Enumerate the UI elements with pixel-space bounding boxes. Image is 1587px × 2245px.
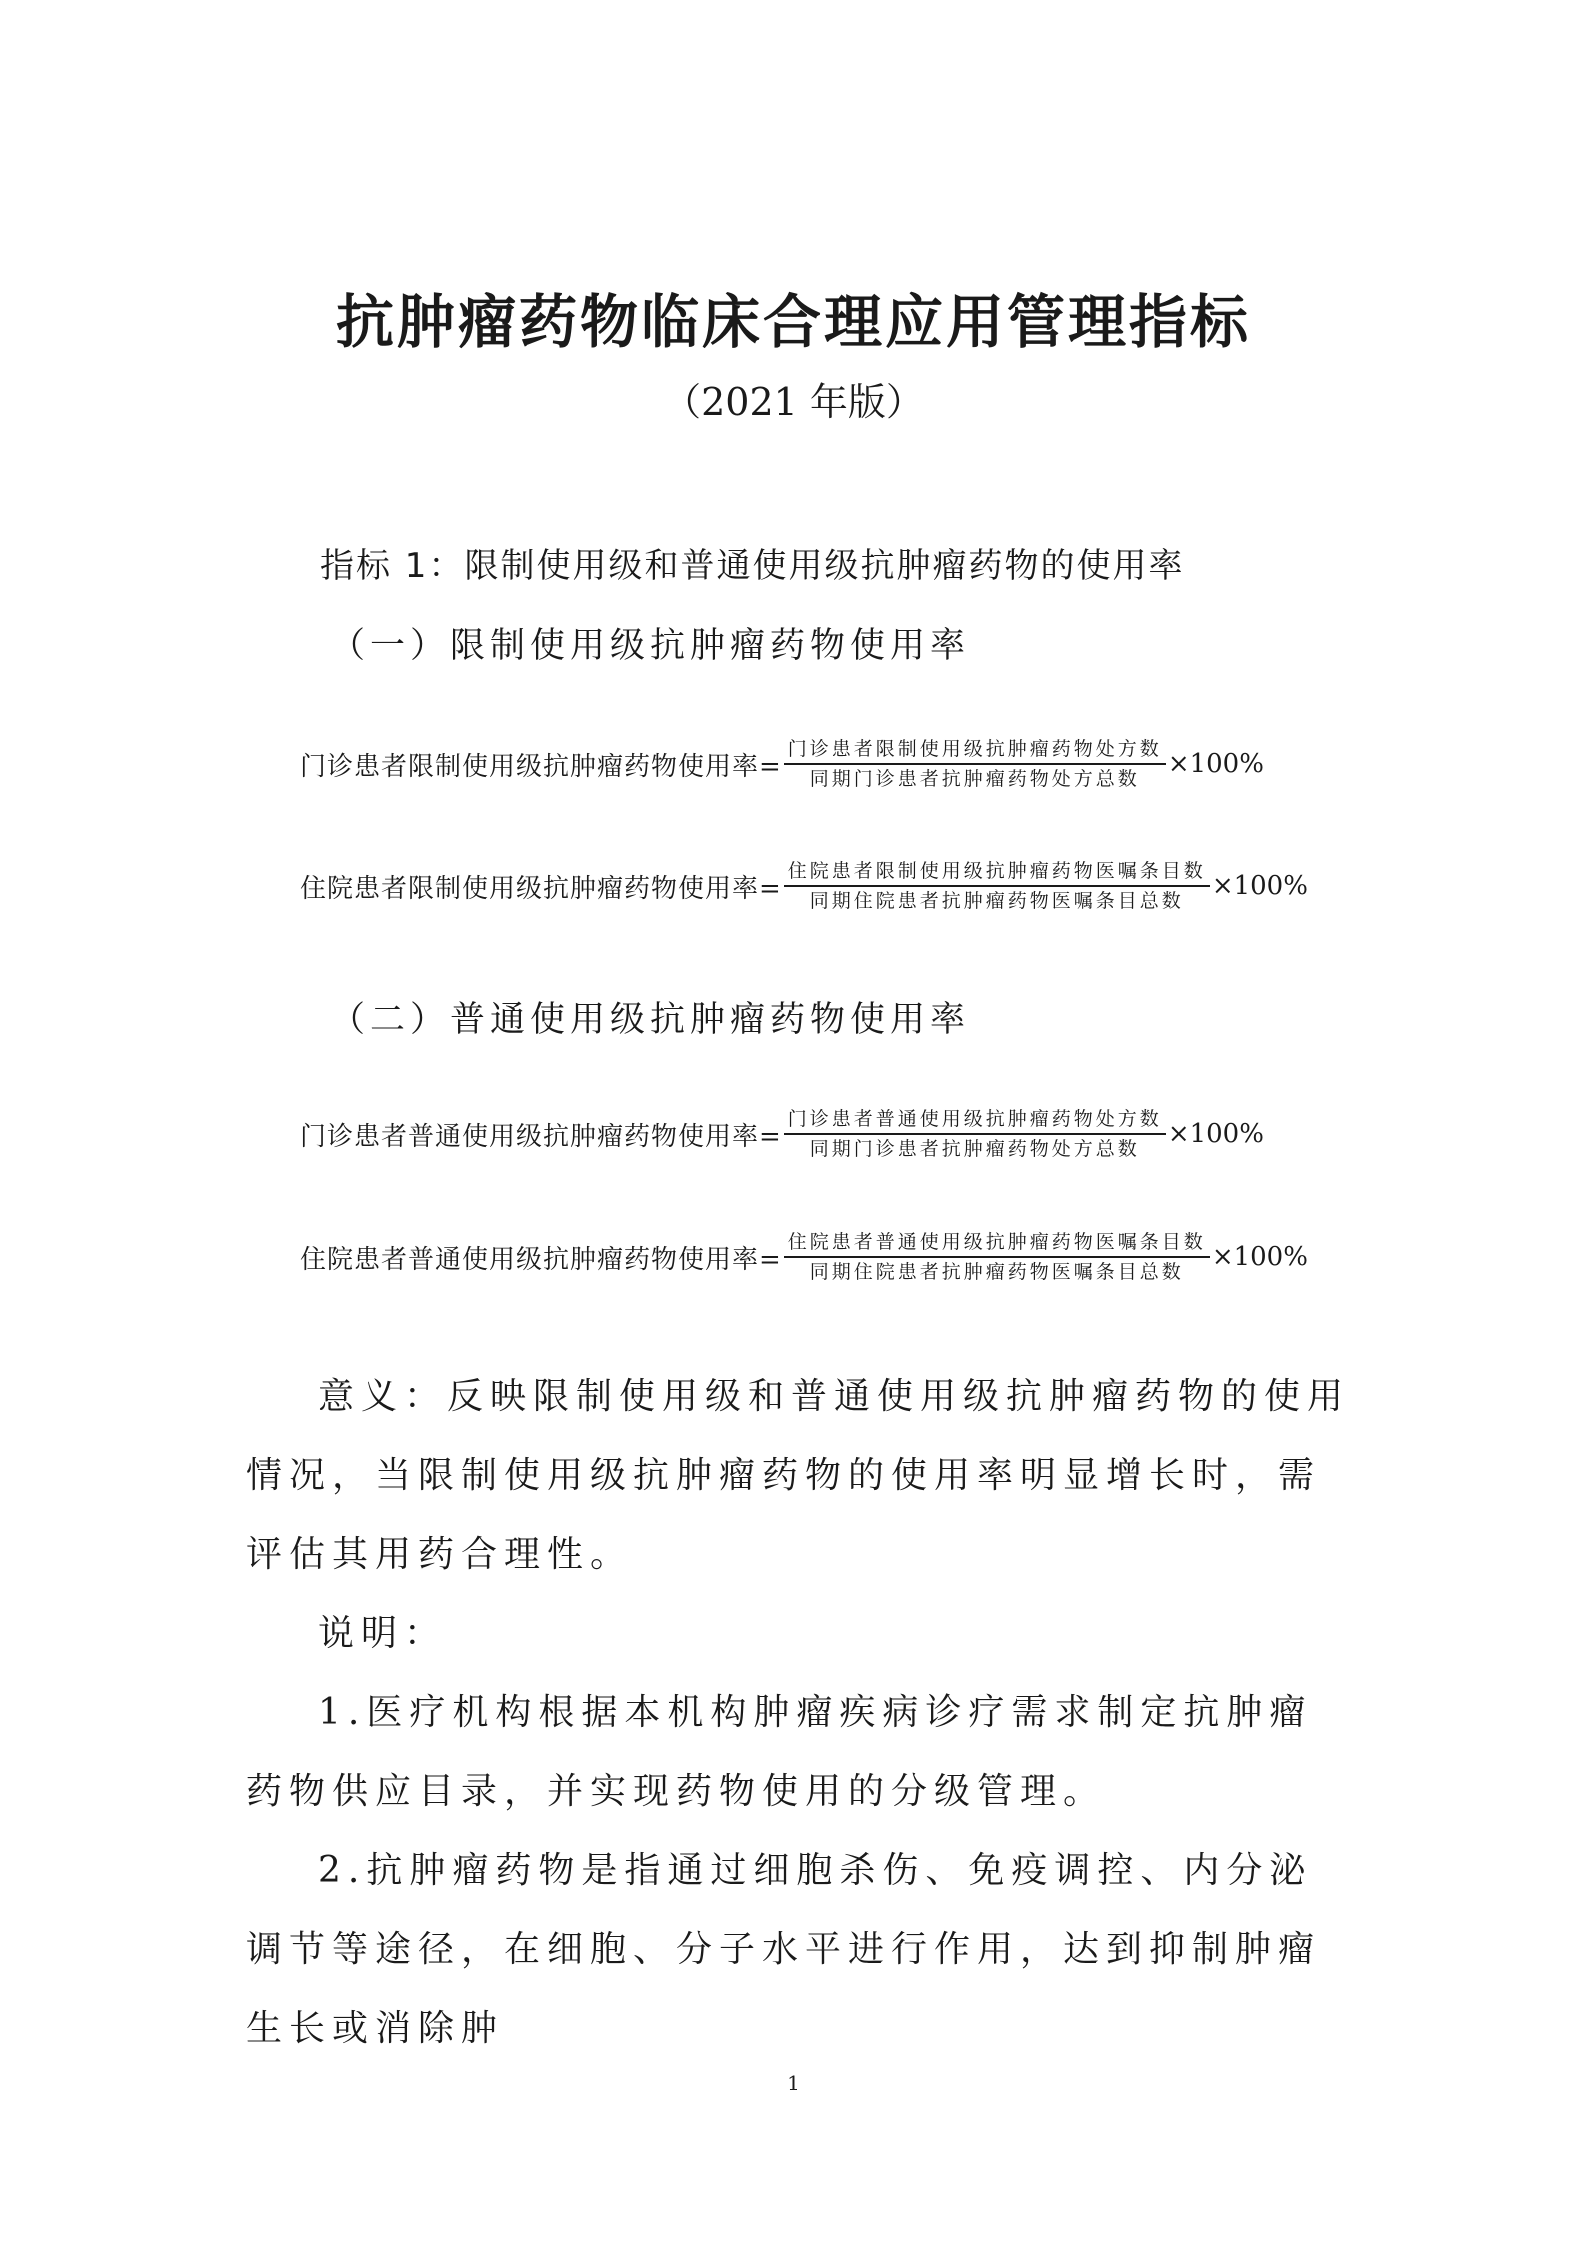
formula-denominator: 同期住院患者抗肿瘤药物医嘱条目总数 xyxy=(809,1261,1184,1283)
section-1-heading: （一）限制使用级抗肿瘤药物使用率 xyxy=(330,626,971,666)
formula-fraction xyxy=(784,857,1210,915)
formula-multiplier: ×100% xyxy=(1167,1119,1264,1149)
formula-multiplier: ×100% xyxy=(1167,749,1264,779)
formula-denominator: 同期门诊患者抗肿瘤药物处方总数 xyxy=(809,768,1140,790)
formula-multiplier: ×100% xyxy=(1211,871,1308,901)
note-item-2: 2.抗肿瘤药物是指通过细胞杀伤、免疫调控、内分泌调节等途径，在细胞、分子水平进行作用，达到抑制肿瘤生长或消除肿 xyxy=(246,1850,1322,2049)
formula-label: 住院患者限制使用级抗肿瘤药物使用率= xyxy=(300,873,782,904)
note-item-1: 1.医疗机构根据本机构肿瘤疾病诊疗需求制定抗肿瘤药物供应目录，并实现药物使用的分级管理。 xyxy=(246,1692,1313,1812)
formula-denominator: 同期住院患者抗肿瘤药物医嘱条目总数 xyxy=(809,890,1184,912)
indicator-1-heading: 指标 1：限制使用级和普通使用级抗肿瘤药物的使用率 xyxy=(320,546,1185,586)
formula-fraction xyxy=(784,1105,1166,1163)
section-2-heading: （二）普通使用级抗肿瘤药物使用率 xyxy=(330,1000,971,1040)
formula-label: 门诊患者限制使用级抗肿瘤药物使用率= xyxy=(300,751,782,782)
formula-label: 门诊患者普通使用级抗肿瘤药物使用率= xyxy=(300,1121,782,1152)
notes-heading: 说明： xyxy=(318,1613,448,1654)
document-title: 抗肿瘤药物临床合理应用管理指标 xyxy=(335,288,1251,356)
page-number: 1 xyxy=(787,2071,800,2095)
formula-fraction xyxy=(784,735,1166,793)
formula-outpatient-restricted xyxy=(300,735,1264,793)
formula-numerator: 门诊患者限制使用级抗肿瘤药物处方数 xyxy=(787,738,1162,760)
formula-fraction xyxy=(784,1228,1210,1286)
document-subtitle: （2021 年版） xyxy=(663,380,924,424)
formula-denominator: 同期门诊患者抗肿瘤药物处方总数 xyxy=(809,1138,1140,1160)
formula-numerator: 住院患者普通使用级抗肿瘤药物医嘱条目数 xyxy=(787,1231,1206,1253)
formula-label: 住院患者普通使用级抗肿瘤药物使用率= xyxy=(300,1244,782,1275)
significance-paragraph: 意义：反映限制使用级和普通使用级抗肿瘤药物的使用情况，当限制使用级抗肿瘤药物的使用率明显增长时，需评估其用药合理性。 xyxy=(246,1376,1351,1575)
formula-inpatient-general xyxy=(300,1228,1308,1286)
formula-numerator: 门诊患者普通使用级抗肿瘤药物处方数 xyxy=(787,1108,1162,1130)
formula-inpatient-restricted xyxy=(300,857,1308,915)
formula-multiplier: ×100% xyxy=(1211,1242,1308,1272)
formula-numerator: 住院患者限制使用级抗肿瘤药物医嘱条目数 xyxy=(787,860,1206,882)
formula-outpatient-general xyxy=(300,1105,1264,1163)
